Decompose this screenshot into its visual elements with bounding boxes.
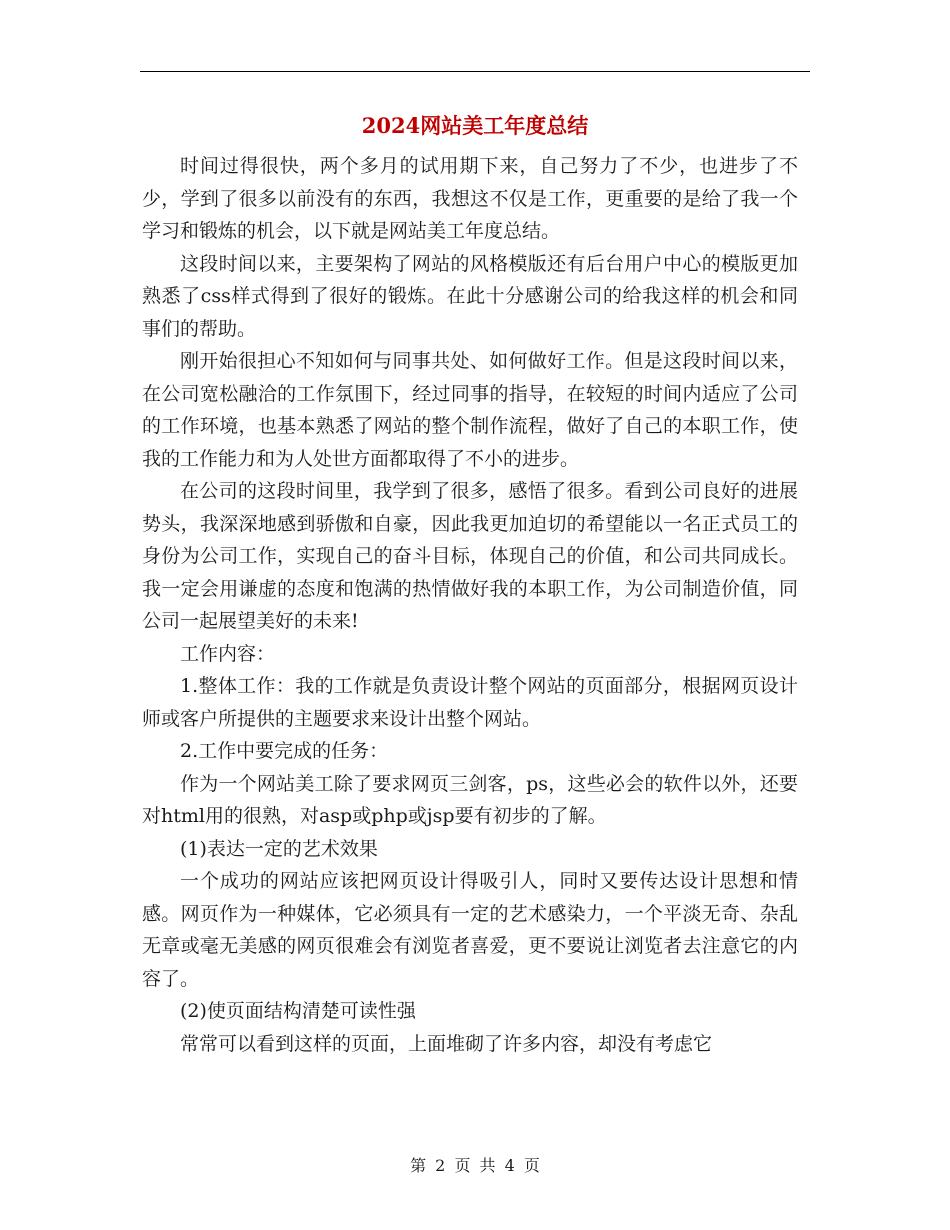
paragraph-artistic-effect: 一个成功的网站应该把网页设计得吸引人，同时又要传达设计思想和情感。网页作为一种媒体，它必须具有一定的艺术感染力，一个平淡无奇、杂乱无章或毫无美感的网页很难会有浏览者喜爱，更不要说让浏览者去注意它的内容了。 — [142, 870, 798, 990]
heading-tasks: 2.工作中要完成的任务： — [180, 740, 389, 762]
page-number: 第 2 页 共 4 页 — [410, 1156, 540, 1175]
paragraph-aspiration: 在公司的这段时间里，我学到了很多，感悟了很多。看到公司良好的进展势头，我深深地感到骄傲和自豪，因此我更加迫切的希望能以一名正式员工的身份为公司工作，实现自己的奋斗目标，体现自己的价值，和公司共同成长。我一定会用谦虚的态度和饱满的热情做好我的本职工作，为公司制造价值，同公司一起展望美好的未来! — [142, 480, 798, 632]
paragraph-overall-work: 1.整体工作：我的工作就是负责设计整个网站的页面部分，根据网页设计师或客户所提供的主题要求来设计出整个网站。 — [142, 675, 798, 730]
paragraph-intro: 时间过得很快，两个多月的试用期下来，自己努力了不少，也进步了不少，学到了很多以前没有的东西，我想这不仅是工作，更重要的是给了我一个学习和锻炼的机会，以下就是网站美工年度总结。 — [142, 155, 798, 242]
document-body — [142, 150, 798, 1060]
paragraph-adaptation: 刚开始很担心不知如何与同事共处、如何做好工作。但是这段时间以来，在公司宽松融洽的工作氛围下，经过同事的指导，在较短的时间内适应了公司的工作环境，也基本熟悉了网站的整个制作流程，做好了自己的本职工作，使我的工作能力和为人处世方面都取得了不小的进步。 — [142, 350, 798, 470]
heading-work-content: 工作内容： — [180, 642, 276, 665]
document-title: 2024网站美工年度总结 — [361, 113, 589, 138]
heading-page-structure: (2)使页面结构清楚可读性强 — [180, 1000, 416, 1022]
paragraph-template-work: 这段时间以来，主要架构了网站的风格模版还有后台用户中心的模版更加熟悉了css样式得到了很好的锻炼。在此十分感谢公司的给我这样的机会和同事们的帮助。 — [142, 252, 798, 340]
heading-artistic-effect: (1)表达一定的艺术效果 — [180, 837, 378, 860]
paragraph-skills: 作为一个网站美工除了要求网页三剑客，ps，这些必会的软件以外，还要对html用的很熟，对asp或php或jsp要有初步的了解。 — [142, 772, 798, 827]
header-rule — [140, 71, 810, 72]
paragraph-page-structure: 常常可以看到这样的页面，上面堆砌了许多内容，却没有考虑它 — [180, 1032, 713, 1055]
